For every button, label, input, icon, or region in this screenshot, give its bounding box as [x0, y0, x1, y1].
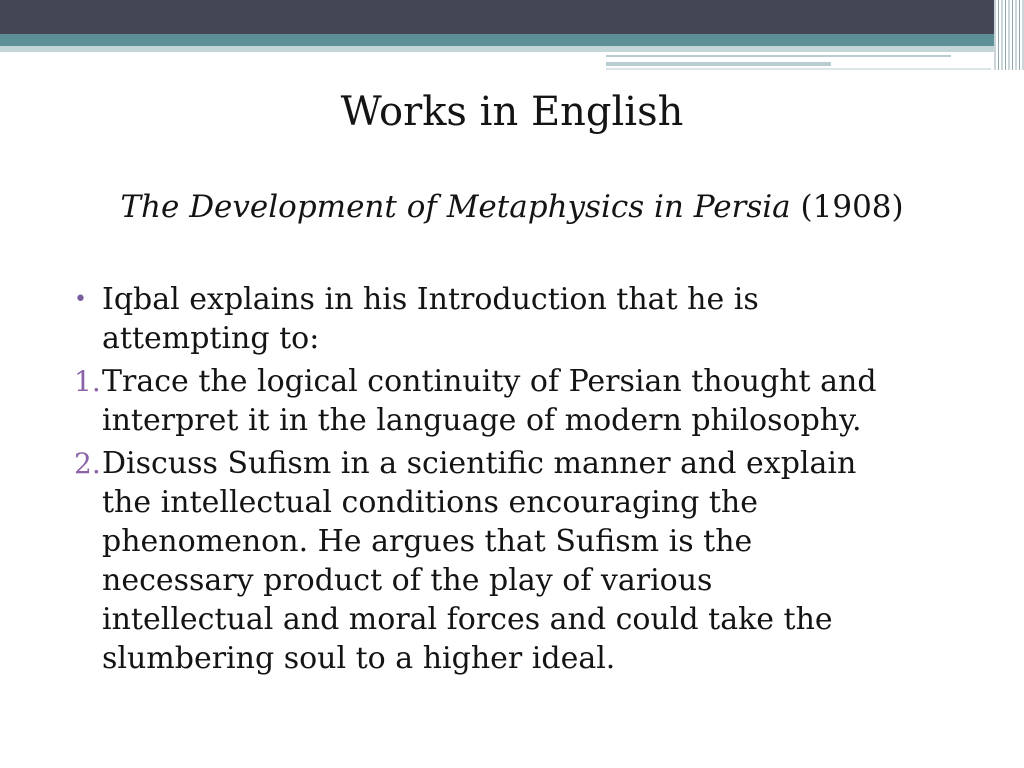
text-line: intellectual and moral forces and could take the — [102, 602, 833, 637]
list-number: 2. — [74, 447, 101, 480]
header-accent-line — [606, 68, 991, 70]
list-number: 1. — [74, 365, 101, 398]
slide-body — [74, 280, 984, 678]
header-band-light — [0, 46, 1024, 52]
text-line: interpret it in the language of modern philosophy. — [102, 403, 862, 438]
slide-title: Works in English — [340, 89, 684, 135]
text-line: Iqbal explains in his Introduction that he is — [102, 282, 759, 317]
book-year: (1908) — [800, 189, 904, 225]
header-band-dark — [0, 0, 1024, 34]
bullet-marker: • — [74, 287, 87, 312]
slide-subtitle — [0, 186, 1024, 228]
text-line: necessary product of the play of various — [102, 563, 713, 598]
text-line: the intellectual conditions encouraging the — [102, 485, 758, 520]
bullet-text — [102, 280, 759, 358]
numbered-item — [74, 444, 984, 678]
header-band-teal — [0, 34, 1024, 46]
text-line: Discuss Sufism in a scientific manner and explain — [102, 446, 857, 481]
header-accent-line — [606, 62, 831, 66]
numbered-item — [74, 362, 984, 440]
book-title: The Development of Metaphysics in Persia — [120, 189, 791, 225]
text-line: attempting to: — [102, 321, 320, 356]
text-line: phenomenon. He argues that Sufism is the — [102, 524, 753, 559]
numbered-text — [102, 362, 877, 440]
numbered-text — [102, 444, 856, 678]
header-accent-line — [606, 55, 951, 57]
bullet-item — [74, 280, 984, 358]
text-line: slumbering soul to a higher ideal. — [102, 641, 616, 676]
text-line: Trace the logical continuity of Persian thought and — [102, 364, 877, 399]
header-corner-stripes — [994, 0, 1024, 70]
